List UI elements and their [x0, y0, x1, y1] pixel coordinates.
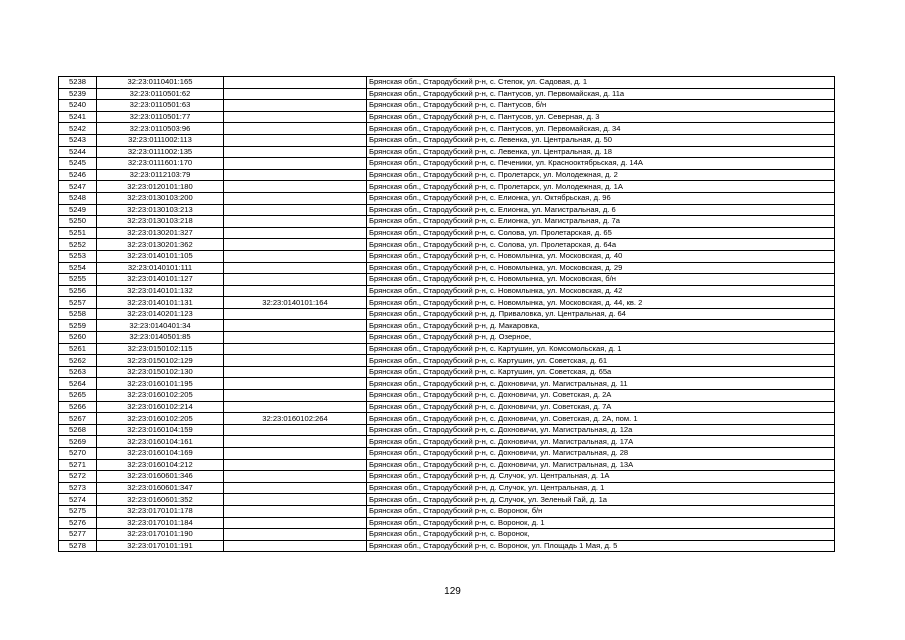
cadastral-number-cell: 32:23:0110401:165 [97, 77, 224, 89]
related-cadastral-number-cell [224, 471, 367, 483]
row-number-cell: 5278 [59, 540, 97, 552]
address-cell: Брянская обл., Стародубский р-н, с. Дохновичи, ул. Магистральная, д. 13А [367, 459, 835, 471]
cadastral-number-cell: 32:23:0150102:129 [97, 355, 224, 367]
cadastral-number-cell: 32:23:0111002:135 [97, 146, 224, 158]
table-row [59, 424, 835, 436]
address-cell: Брянская обл., Стародубский р-н, с. Левенка, ул. Центральная, д. 50 [367, 134, 835, 146]
cadastral-number-cell: 32:23:0130103:218 [97, 216, 224, 228]
cadastral-number-cell: 32:23:0120101:180 [97, 181, 224, 193]
address-cell: Брянская обл., Стародубский р-н, с. Картушин, ул. Советская, д. 65а [367, 366, 835, 378]
row-number-cell: 5276 [59, 517, 97, 529]
cadastral-number-cell: 32:23:0160102:214 [97, 401, 224, 413]
table-row [59, 111, 835, 123]
cadastral-number-cell: 32:23:0130103:200 [97, 192, 224, 204]
table-row [59, 262, 835, 274]
related-cadastral-number-cell [224, 123, 367, 135]
related-cadastral-number-cell [224, 308, 367, 320]
table-row [59, 239, 835, 251]
cadastral-number-cell: 32:23:0160104:169 [97, 448, 224, 460]
related-cadastral-number-cell [224, 378, 367, 390]
cadastral-number-cell: 32:23:0130103:213 [97, 204, 224, 216]
cadastral-number-cell: 32:23:0170101:178 [97, 505, 224, 517]
address-cell: Брянская обл., Стародубский р-н, с. Картушин, ул. Комсомольская, д. 1 [367, 343, 835, 355]
related-cadastral-number-cell [224, 134, 367, 146]
cadastral-number-cell: 32:23:0160101:195 [97, 378, 224, 390]
address-cell: Брянская обл., Стародубский р-н, с. Пантусов, б/н [367, 100, 835, 112]
row-number-cell: 5251 [59, 227, 97, 239]
cadastral-number-cell: 32:23:0110501:77 [97, 111, 224, 123]
cadastral-number-cell: 32:23:0112103:79 [97, 169, 224, 181]
related-cadastral-number-cell [224, 459, 367, 471]
address-cell: Брянская обл., Стародубский р-н, с. Воронок, д. 1 [367, 517, 835, 529]
address-cell: Брянская обл., Стародубский р-н, д. Случок, ул. Центральная, д. 1 [367, 482, 835, 494]
row-number-cell: 5270 [59, 448, 97, 460]
related-cadastral-number-cell [224, 146, 367, 158]
cadastral-number-cell: 32:23:0150102:130 [97, 366, 224, 378]
row-number-cell: 5250 [59, 216, 97, 228]
row-number-cell: 5254 [59, 262, 97, 274]
related-cadastral-number-cell [224, 77, 367, 89]
address-cell: Брянская обл., Стародубский р-н, с. Дохновичи, ул. Магистральная, д. 28 [367, 448, 835, 460]
cadastral-number-cell: 32:23:0111601:170 [97, 158, 224, 170]
row-number-cell: 5240 [59, 100, 97, 112]
address-cell: Брянская обл., Стародубский р-н, с. Пантусов, ул. Северная, д. 3 [367, 111, 835, 123]
table-row [59, 471, 835, 483]
row-number-cell: 5239 [59, 88, 97, 100]
cadastral-number-cell: 32:23:0130201:327 [97, 227, 224, 239]
cadastral-number-cell: 32:23:0160104:212 [97, 459, 224, 471]
address-cell: Брянская обл., Стародубский р-н, с. Дохновичи, ул. Магистральная, д. 12а [367, 424, 835, 436]
table-row [59, 517, 835, 529]
cadastral-number-cell: 32:23:0110503:96 [97, 123, 224, 135]
row-number-cell: 5275 [59, 505, 97, 517]
related-cadastral-number-cell [224, 366, 367, 378]
address-cell: Брянская обл., Стародубский р-н, с. Новомлынка, ул. Московская, д. 29 [367, 262, 835, 274]
cadastral-number-cell: 32:23:0140401:34 [97, 320, 224, 332]
row-number-cell: 5260 [59, 332, 97, 344]
table-row [59, 401, 835, 413]
cadastral-number-cell: 32:23:0140101:111 [97, 262, 224, 274]
row-number-cell: 5277 [59, 529, 97, 541]
cadastral-number-cell: 32:23:0140101:127 [97, 274, 224, 286]
related-cadastral-number-cell [224, 390, 367, 402]
table-row [59, 297, 835, 309]
address-cell: Брянская обл., Стародубский р-н, с. Новомлынка, ул. Московская, д. 42 [367, 285, 835, 297]
table-row [59, 529, 835, 541]
row-number-cell: 5242 [59, 123, 97, 135]
related-cadastral-number-cell [224, 332, 367, 344]
related-cadastral-number-cell [224, 227, 367, 239]
cadastral-number-cell: 32:23:0170101:190 [97, 529, 224, 541]
row-number-cell: 5243 [59, 134, 97, 146]
cadastral-number-cell: 32:23:0140101:105 [97, 250, 224, 262]
cadastral-number-cell: 32:23:0160601:352 [97, 494, 224, 506]
cadastral-number-cell: 32:23:0160102:205 [97, 413, 224, 425]
table-row [59, 100, 835, 112]
address-cell: Брянская обл., Стародубский р-н, с. Пролетарск, ул. Молодежная, д. 2 [367, 169, 835, 181]
cadastral-number-cell: 32:23:0111002:113 [97, 134, 224, 146]
cadastral-number-cell: 32:23:0170101:184 [97, 517, 224, 529]
row-number-cell: 5245 [59, 158, 97, 170]
table-row [59, 158, 835, 170]
related-cadastral-number-cell [224, 158, 367, 170]
table-row [59, 204, 835, 216]
related-cadastral-number-cell [224, 424, 367, 436]
row-number-cell: 5259 [59, 320, 97, 332]
table-row [59, 285, 835, 297]
table-row [59, 192, 835, 204]
row-number-cell: 5273 [59, 482, 97, 494]
related-cadastral-number-cell [224, 88, 367, 100]
row-number-cell: 5263 [59, 366, 97, 378]
related-cadastral-number-cell [224, 355, 367, 367]
table-row [59, 505, 835, 517]
table-row [59, 123, 835, 135]
row-number-cell: 5274 [59, 494, 97, 506]
related-cadastral-number-cell: 32:23:0140101:164 [224, 297, 367, 309]
cadastral-number-cell: 32:23:0150102:115 [97, 343, 224, 355]
row-number-cell: 5272 [59, 471, 97, 483]
row-number-cell: 5257 [59, 297, 97, 309]
address-cell: Брянская обл., Стародубский р-н, с. Елионка, ул. Магистральная, д. 7а [367, 216, 835, 228]
address-cell: Брянская обл., Стародубский р-н, с. Воронок, [367, 529, 835, 541]
page-number: 129 [444, 586, 461, 597]
table-row [59, 378, 835, 390]
table-row [59, 77, 835, 89]
table-row [59, 216, 835, 228]
related-cadastral-number-cell: 32:23:0160102:264 [224, 413, 367, 425]
address-cell: Брянская обл., Стародубский р-н, с. Дохновичи, ул. Советская, д. 2А, пом. 1 [367, 413, 835, 425]
table-row [59, 250, 835, 262]
related-cadastral-number-cell [224, 192, 367, 204]
row-number-cell: 5258 [59, 308, 97, 320]
row-number-cell: 5244 [59, 146, 97, 158]
address-cell: Брянская обл., Стародубский р-н, с. Дохновичи, ул. Магистральная, д. 11 [367, 378, 835, 390]
cadastral-number-cell: 32:23:0170101:191 [97, 540, 224, 552]
cadastral-number-cell: 32:23:0160102:205 [97, 390, 224, 402]
cadastral-number-cell: 32:23:0160104:161 [97, 436, 224, 448]
cadastral-number-cell: 32:23:0110501:62 [97, 88, 224, 100]
address-cell: Брянская обл., Стародубский р-н, с. Солова, ул. Пролетарская, д. 65 [367, 227, 835, 239]
row-number-cell: 5249 [59, 204, 97, 216]
address-cell: Брянская обл., Стародубский р-н, с. Дохновичи, ул. Советская, д. 7А [367, 401, 835, 413]
related-cadastral-number-cell [224, 448, 367, 460]
table-row [59, 88, 835, 100]
related-cadastral-number-cell [224, 111, 367, 123]
address-cell: Брянская обл., Стародубский р-н, с. Елионка, ул. Магистральная, д. 6 [367, 204, 835, 216]
table-row [59, 134, 835, 146]
related-cadastral-number-cell [224, 343, 367, 355]
cadastral-number-cell: 32:23:0140101:131 [97, 297, 224, 309]
related-cadastral-number-cell [224, 216, 367, 228]
related-cadastral-number-cell [224, 401, 367, 413]
address-cell: Брянская обл., Стародубский р-н, с. Левенка, ул. Центральная, д. 18 [367, 146, 835, 158]
related-cadastral-number-cell [224, 505, 367, 517]
table-row [59, 227, 835, 239]
row-number-cell: 5248 [59, 192, 97, 204]
table-row [59, 413, 835, 425]
related-cadastral-number-cell [224, 262, 367, 274]
related-cadastral-number-cell [224, 494, 367, 506]
table-row [59, 459, 835, 471]
table-row [59, 308, 835, 320]
row-number-cell: 5268 [59, 424, 97, 436]
row-number-cell: 5247 [59, 181, 97, 193]
cadastral-number-cell: 32:23:0140501:85 [97, 332, 224, 344]
address-cell: Брянская обл., Стародубский р-н, с. Новомлынка, ул. Московская, б/н [367, 274, 835, 286]
related-cadastral-number-cell [224, 436, 367, 448]
related-cadastral-number-cell [224, 169, 367, 181]
address-cell: Брянская обл., Стародубский р-н, д. Макаровка, [367, 320, 835, 332]
related-cadastral-number-cell [224, 517, 367, 529]
address-cell: Брянская обл., Стародубский р-н, с. Пантусов, ул. Первомайская, д. 34 [367, 123, 835, 135]
related-cadastral-number-cell [224, 239, 367, 251]
row-number-cell: 5264 [59, 378, 97, 390]
table-row [59, 482, 835, 494]
related-cadastral-number-cell [224, 320, 367, 332]
address-cell: Брянская обл., Стародубский р-н, д. Озерное, [367, 332, 835, 344]
row-number-cell: 5255 [59, 274, 97, 286]
table-row [59, 146, 835, 158]
row-number-cell: 5252 [59, 239, 97, 251]
table-row [59, 343, 835, 355]
related-cadastral-number-cell [224, 529, 367, 541]
address-cell: Брянская обл., Стародубский р-н, с. Дохновичи, ул. Магистральная, д. 17А [367, 436, 835, 448]
row-number-cell: 5246 [59, 169, 97, 181]
address-cell: Брянская обл., Стародубский р-н, с. Пантусов, ул. Первомайская, д. 11а [367, 88, 835, 100]
address-cell: Брянская обл., Стародубский р-н, с. Новомлынка, ул. Московская, д. 44, кв. 2 [367, 297, 835, 309]
related-cadastral-number-cell [224, 482, 367, 494]
table-row [59, 169, 835, 181]
row-number-cell: 5238 [59, 77, 97, 89]
table-row [59, 181, 835, 193]
table-row [59, 274, 835, 286]
cadastral-number-cell: 32:23:0110501:63 [97, 100, 224, 112]
registry-table [58, 76, 835, 552]
table-row [59, 355, 835, 367]
related-cadastral-number-cell [224, 204, 367, 216]
related-cadastral-number-cell [224, 181, 367, 193]
address-cell: Брянская обл., Стародубский р-н, д. Случок, ул. Центральная, д. 1А [367, 471, 835, 483]
related-cadastral-number-cell [224, 274, 367, 286]
table-row [59, 540, 835, 552]
table-row [59, 332, 835, 344]
cadastral-number-cell: 32:23:0160601:347 [97, 482, 224, 494]
address-cell: Брянская обл., Стародубский р-н, с. Воронок, ул. Площадь 1 Мая, д. 5 [367, 540, 835, 552]
row-number-cell: 5266 [59, 401, 97, 413]
cadastral-number-cell: 32:23:0160104:159 [97, 424, 224, 436]
table-row [59, 366, 835, 378]
related-cadastral-number-cell [224, 250, 367, 262]
address-cell: Брянская обл., Стародубский р-н, с. Пролетарск, ул. Молодежная, д. 1А [367, 181, 835, 193]
address-cell: Брянская обл., Стародубский р-н, с. Печеники, ул. Красноoктябрьская, д. 14А [367, 158, 835, 170]
row-number-cell: 5262 [59, 355, 97, 367]
address-cell: Брянская обл., Стародубский р-н, с. Воронок, б/н [367, 505, 835, 517]
row-number-cell: 5241 [59, 111, 97, 123]
address-cell: Брянская обл., Стародубский р-н, д. Приваловка, ул. Центральная, д. 64 [367, 308, 835, 320]
row-number-cell: 5267 [59, 413, 97, 425]
address-cell: Брянская обл., Стародубский р-н, с. Елионка, ул. Октябрьская, д. 96 [367, 192, 835, 204]
address-cell: Брянская обл., Стародубский р-н, д. Случок, ул. Зеленый Гай, д. 1а [367, 494, 835, 506]
table-row [59, 494, 835, 506]
row-number-cell: 5253 [59, 250, 97, 262]
table-row [59, 390, 835, 402]
cadastral-number-cell: 32:23:0140201:123 [97, 308, 224, 320]
related-cadastral-number-cell [224, 285, 367, 297]
related-cadastral-number-cell [224, 100, 367, 112]
registry-table-body [59, 77, 835, 552]
row-number-cell: 5265 [59, 390, 97, 402]
row-number-cell: 5269 [59, 436, 97, 448]
table-row [59, 320, 835, 332]
row-number-cell: 5271 [59, 459, 97, 471]
table-row [59, 436, 835, 448]
row-number-cell: 5256 [59, 285, 97, 297]
related-cadastral-number-cell [224, 540, 367, 552]
address-cell: Брянская обл., Стародубский р-н, с. Картушин, ул. Советская, д. 61 [367, 355, 835, 367]
cadastral-number-cell: 32:23:0130201:362 [97, 239, 224, 251]
cadastral-number-cell: 32:23:0160601:346 [97, 471, 224, 483]
address-cell: Брянская обл., Стародубский р-н, с. Степок, ул. Садовая, д. 1 [367, 77, 835, 89]
cadastral-number-cell: 32:23:0140101:132 [97, 285, 224, 297]
address-cell: Брянская обл., Стародубский р-н, с. Новомлынка, ул. Московская, д. 40 [367, 250, 835, 262]
table-row [59, 448, 835, 460]
row-number-cell: 5261 [59, 343, 97, 355]
address-cell: Брянская обл., Стародубский р-н, с. Дохновичи, ул. Советская, д. 2А [367, 390, 835, 402]
address-cell: Брянская обл., Стародубский р-н, с. Солова, ул. Пролетарская, д. 64а [367, 239, 835, 251]
